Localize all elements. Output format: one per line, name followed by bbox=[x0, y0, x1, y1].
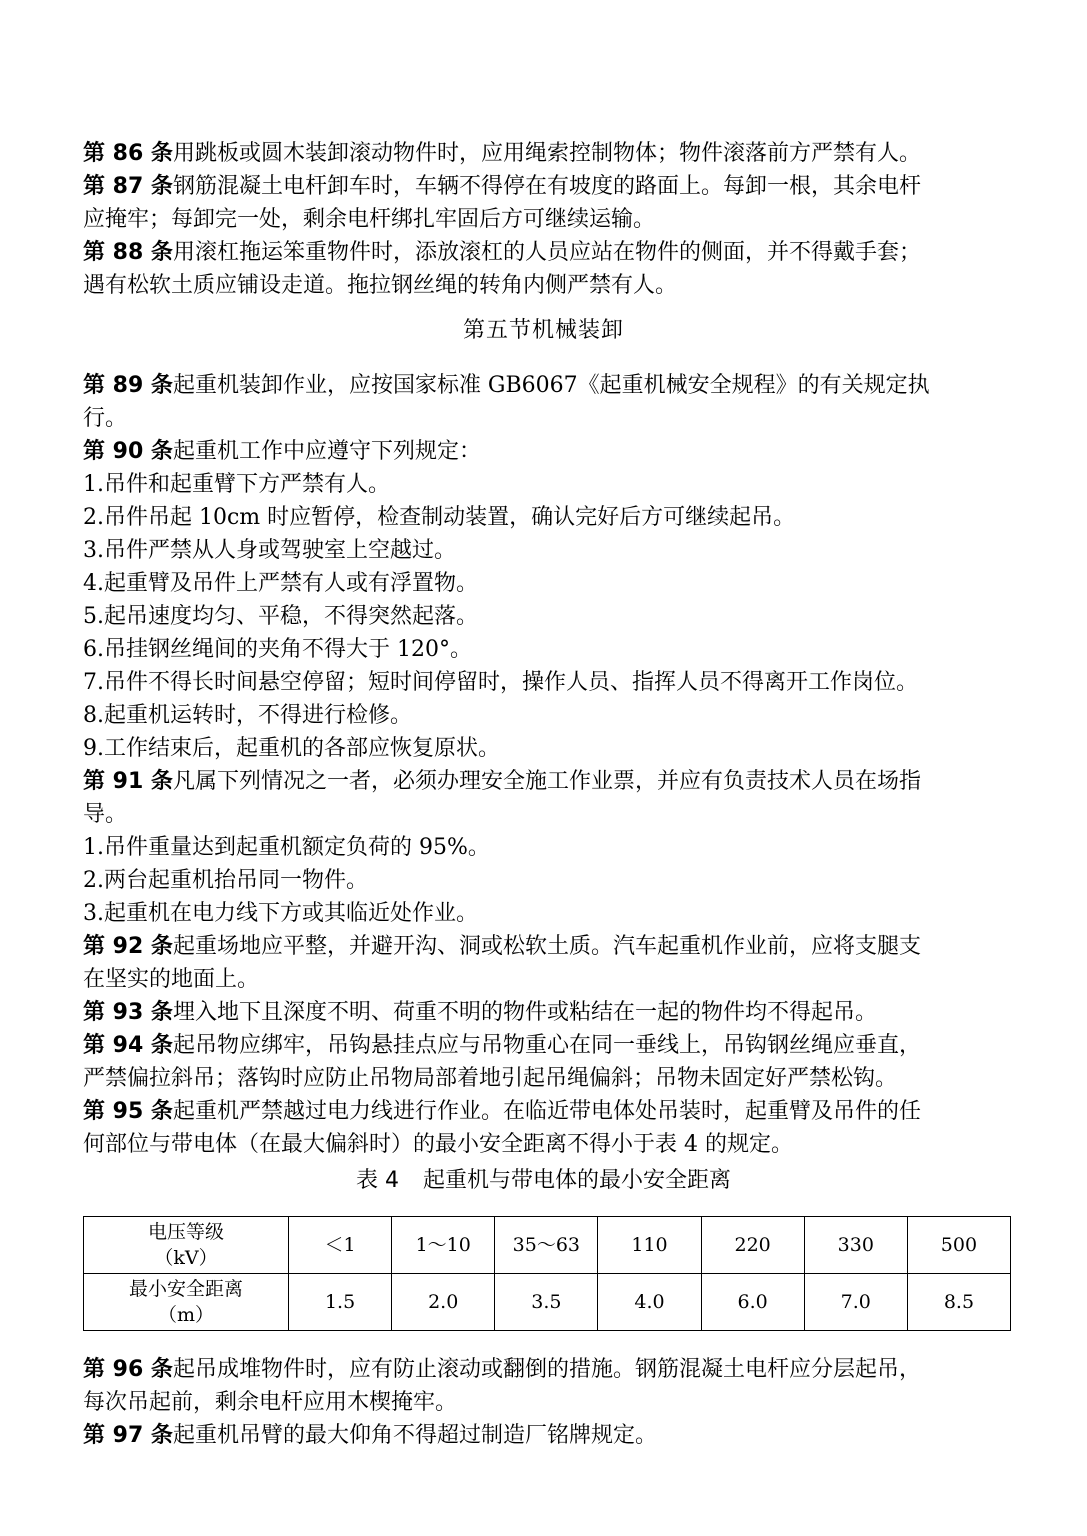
line-text: 严禁偏拉斜吊；落钩时应防止吊物局部着地引起吊绳偏斜；吊物未固定好严禁松钩。 bbox=[83, 1066, 898, 1091]
line-text: 何部位与带电体（在最大偏斜时）的最小安全距离不得小于表 4 的规定。 bbox=[83, 1132, 793, 1157]
row-header-unit: （m） bbox=[157, 1304, 215, 1326]
text-line bbox=[83, 269, 1013, 302]
text-line bbox=[83, 1128, 1013, 1161]
table-cell: 2.0 bbox=[392, 1274, 495, 1331]
line-text: 埋入地下且深度不明、荷重不明的物件或粘结在一起的物件均不得起吊。 bbox=[172, 1000, 877, 1025]
line-text: 每次吊起前，剩余电杆应用木楔掩牢。 bbox=[83, 1390, 458, 1415]
article-number: 第 92 条 bbox=[83, 934, 173, 959]
text-line bbox=[83, 1353, 1013, 1386]
line-text: 起重机吊臂的最大仰角不得超过制造厂铭牌规定。 bbox=[172, 1423, 657, 1448]
text-line bbox=[83, 1419, 1013, 1452]
table-row-voltage bbox=[84, 1217, 1011, 1274]
table-cell: 220 bbox=[701, 1217, 804, 1274]
article-number: 第 90 条 bbox=[83, 439, 173, 464]
text-block-articles-89-95 bbox=[83, 369, 1013, 1161]
table-cell: 500 bbox=[907, 1217, 1010, 1274]
line-text: 3.起重机在电力线下方或其临近处作业。 bbox=[83, 901, 478, 926]
text-block-articles-96-97 bbox=[83, 1353, 1013, 1452]
line-text: 6.吊挂钢丝绳间的夹角不得大于 120°。 bbox=[83, 637, 472, 662]
text-block-articles-86-88 bbox=[83, 137, 1013, 302]
table-cell: 1～10 bbox=[392, 1217, 495, 1274]
line-text: 用滚杠拖运笨重物件时，添放滚杠的人员应站在物件的侧面，并不得戴手套； bbox=[172, 240, 921, 265]
article-number: 第 89 条 bbox=[83, 373, 173, 398]
article-number: 第 94 条 bbox=[83, 1033, 173, 1058]
text-line bbox=[83, 137, 1013, 170]
text-line bbox=[83, 897, 1013, 930]
table-title: 起重机与带电体的最小安全距离 bbox=[422, 1168, 731, 1193]
text-line bbox=[83, 765, 1013, 798]
table-cell: ＜1 bbox=[289, 1217, 392, 1274]
row-header-line: 最小安全距离 bbox=[128, 1278, 243, 1300]
row-header-unit: （kV） bbox=[154, 1247, 218, 1269]
table-cell: 8.5 bbox=[907, 1274, 1010, 1331]
line-text: 应掩牢；每卸完一处，剩余电杆绑扎牢固后方可继续运输。 bbox=[83, 207, 656, 232]
row-header-distance bbox=[84, 1274, 289, 1331]
line-text: 2.吊件吊起 10cm 时应暂停，检查制动装置，确认完好后方可继续起吊。 bbox=[83, 505, 796, 530]
line-text: 起重机装卸作业，应按国家标准 GB6067《起重机械安全规程》的有关规定执 bbox=[172, 373, 930, 398]
line-text: 行。 bbox=[83, 406, 128, 431]
safety-distance-table bbox=[83, 1216, 1011, 1331]
line-text: 起重场地应平整，并避开沟、洞或松软土质。汽车起重机作业前，应将支腿支 bbox=[172, 934, 921, 959]
text-line bbox=[83, 534, 1013, 567]
line-text: 9.工作结束后，起重机的各部应恢复原状。 bbox=[83, 736, 500, 761]
text-line bbox=[83, 567, 1013, 600]
text-line bbox=[83, 831, 1013, 864]
text-line bbox=[83, 633, 1013, 666]
article-number: 第 86 条 bbox=[83, 141, 173, 166]
line-text: 起重机工作中应遵守下列规定： bbox=[172, 439, 481, 464]
table-cell: 7.0 bbox=[804, 1274, 907, 1331]
line-text: 遇有松软土质应铺设走道。拖拉钢丝绳的转角内侧严禁有人。 bbox=[83, 273, 678, 298]
line-text: 起吊物应绑牢，吊钩悬挂点应与吊物重心在同一垂线上，吊钩钢丝绳应垂直， bbox=[172, 1033, 921, 1058]
text-line bbox=[83, 236, 1013, 269]
line-text: 1.吊件和起重臂下方严禁有人。 bbox=[83, 472, 390, 497]
text-line bbox=[83, 1386, 1013, 1419]
article-number: 第 88 条 bbox=[83, 240, 173, 265]
text-line bbox=[83, 1029, 1013, 1062]
table-cell: 4.0 bbox=[598, 1274, 701, 1331]
article-number: 第 97 条 bbox=[83, 1423, 173, 1448]
table-caption bbox=[0, 1164, 1087, 1197]
line-text: 起重机严禁越过电力线进行作业。在临近带电体处吊装时，起重臂及吊件的任 bbox=[172, 1099, 921, 1124]
text-line bbox=[83, 930, 1013, 963]
line-text: 用跳板或圆木装卸滚动物件时，应用绳索控制物体；物件滚落前方严禁有人。 bbox=[172, 141, 921, 166]
text-line bbox=[83, 501, 1013, 534]
line-text: 5.起吊速度均匀、平稳，不得突然起落。 bbox=[83, 604, 478, 629]
table-cell: 6.0 bbox=[701, 1274, 804, 1331]
text-line bbox=[83, 600, 1013, 633]
row-header-line: 电压等级 bbox=[147, 1221, 224, 1243]
article-number: 第 93 条 bbox=[83, 1000, 173, 1025]
table-cell: 3.5 bbox=[495, 1274, 598, 1331]
text-line bbox=[83, 699, 1013, 732]
table-cell: 1.5 bbox=[289, 1274, 392, 1331]
line-text: 导。 bbox=[83, 802, 128, 827]
text-line bbox=[83, 666, 1013, 699]
text-line bbox=[83, 1062, 1013, 1095]
text-line bbox=[83, 798, 1013, 831]
text-line bbox=[83, 996, 1013, 1029]
line-text: 3.吊件严禁从人身或驾驶室上空越过。 bbox=[83, 538, 456, 563]
text-line bbox=[83, 1095, 1013, 1128]
article-number: 第 95 条 bbox=[83, 1099, 173, 1124]
table-row-distance bbox=[84, 1274, 1011, 1331]
section-title: 第五节机械装卸 bbox=[462, 318, 624, 343]
line-text: 凡属下列情况之一者，必须办理安全施工作业票，并应有负责技术人员在场指 bbox=[172, 769, 921, 794]
text-line bbox=[83, 369, 1013, 402]
row-header-voltage bbox=[84, 1217, 289, 1274]
text-line bbox=[83, 402, 1013, 435]
line-text: 4.起重臂及吊件上严禁有人或有浮置物。 bbox=[83, 571, 478, 596]
line-text: 钢筋混凝土电杆卸车时，车辆不得停在有坡度的路面上。每卸一根，其余电杆 bbox=[172, 174, 921, 199]
table-number: 表 4 bbox=[355, 1168, 399, 1193]
table-cell: 35～63 bbox=[495, 1217, 598, 1274]
line-text: 1.吊件重量达到起重机额定负荷的 95%。 bbox=[83, 835, 490, 860]
line-text: 7.吊件不得长时间悬空停留；短时间停留时，操作人员、指挥人员不得离开工作岗位。 bbox=[83, 670, 918, 695]
line-text: 2.两台起重机抬吊同一物件。 bbox=[83, 868, 368, 893]
text-line bbox=[83, 170, 1013, 203]
text-line bbox=[83, 435, 1013, 468]
text-line bbox=[83, 864, 1013, 897]
table-cell: 330 bbox=[804, 1217, 907, 1274]
article-number: 第 91 条 bbox=[83, 769, 173, 794]
line-text: 在坚实的地面上。 bbox=[83, 967, 260, 992]
text-line bbox=[83, 732, 1013, 765]
text-line bbox=[83, 963, 1013, 996]
line-text: 8.起重机运转时，不得进行检修。 bbox=[83, 703, 412, 728]
line-text: 起吊成堆物件时，应有防止滚动或翻倒的措施。钢筋混凝土电杆应分层起吊， bbox=[172, 1357, 921, 1382]
table-cell: 110 bbox=[598, 1217, 701, 1274]
article-number: 第 96 条 bbox=[83, 1357, 173, 1382]
article-number: 第 87 条 bbox=[83, 174, 173, 199]
text-line bbox=[83, 203, 1013, 236]
text-line bbox=[83, 468, 1013, 501]
